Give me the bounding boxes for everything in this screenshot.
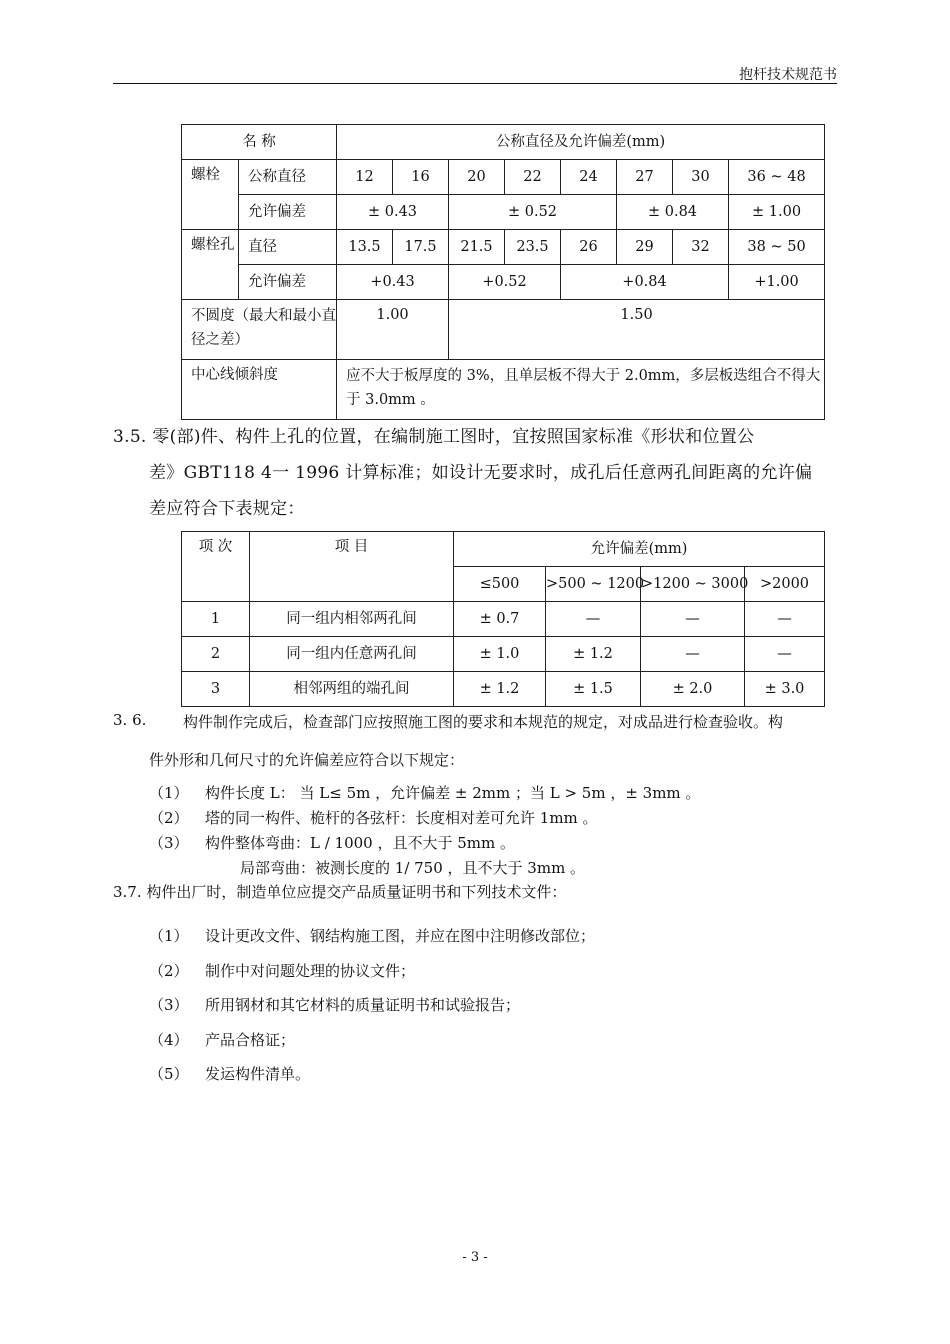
list-num: （2） [149, 962, 189, 980]
row-val: — [745, 602, 825, 637]
bolt-label: 螺栓 [182, 160, 239, 230]
local-bend-text: 局部弯曲：被测长度的 1/ 750 ，且不大于 3mm 。 [240, 859, 586, 877]
table-row [182, 672, 825, 707]
row-val: — [745, 637, 825, 672]
bolt-diam: 27 [617, 160, 673, 195]
section-3-6-num: 3. 6. [113, 711, 147, 729]
list-num: （3） [149, 834, 189, 852]
range-header: >500 ~ 1200 [546, 567, 641, 602]
row-item: 同一组内任意两孔间 [250, 637, 454, 672]
row-no: 1 [182, 602, 250, 637]
list-item: 发运构件清单。 [205, 1065, 311, 1083]
row-val: ± 1.2 [454, 672, 546, 707]
header-title: 抱杆技术规范书 [739, 67, 837, 83]
table1-head-value: 公称直径及允许偏差(mm) [337, 125, 825, 160]
list-num: （4） [149, 1031, 189, 1049]
table1-head-name: 名 称 [182, 125, 337, 160]
bolt-tol: ± 0.43 [337, 195, 449, 230]
roundness-label: 不圆度（最大和最小直径之差） [182, 300, 337, 360]
row-val: ± 1.5 [546, 672, 641, 707]
roundness-value: 1.00 [337, 300, 449, 360]
roundness-value: 1.50 [449, 300, 825, 360]
hole-label: 螺栓孔 [182, 230, 239, 300]
table-row [182, 602, 825, 637]
list-num: （1） [149, 927, 189, 945]
bolt-tol: ± 0.52 [449, 195, 617, 230]
header-rule [113, 83, 837, 84]
hole-tol-label: 允许偏差 [239, 265, 337, 300]
range-header: >1200 ~ 3000 [641, 567, 745, 602]
hole-diam: 23.5 [505, 230, 561, 265]
row-val: — [641, 602, 745, 637]
bolt-tol: ± 1.00 [729, 195, 825, 230]
list-num: （5） [149, 1065, 189, 1083]
bolt-diam: 16 [393, 160, 449, 195]
table2-head-item: 项 目 [250, 532, 454, 602]
hole-diam: 29 [617, 230, 673, 265]
table2-head-no: 项 次 [182, 532, 250, 602]
bolt-diam: 20 [449, 160, 505, 195]
row-val: ± 0.7 [454, 602, 546, 637]
row-val: — [546, 602, 641, 637]
hole-diam-label: 直径 [239, 230, 337, 265]
row-item: 相邻两组的端孔间 [250, 672, 454, 707]
range-header: >2000 [745, 567, 825, 602]
bolt-tol-label: 允许偏差 [239, 195, 337, 230]
row-no: 3 [182, 672, 250, 707]
hole-diam: 17.5 [393, 230, 449, 265]
list-num: （1） [149, 784, 189, 802]
section-3-5-line1: 3.5. 零(部)件、构件上孔的位置，在编制施工图时，宜按照国家标准《形状和位置公 [113, 427, 755, 447]
row-val: ± 1.0 [454, 637, 546, 672]
hole-tol: +0.52 [449, 265, 561, 300]
bolt-diam-label: 公称直径 [239, 160, 337, 195]
range-header: ≤500 [454, 567, 546, 602]
tilt-label: 中心线倾斜度 [182, 360, 337, 420]
hole-distance-table [181, 531, 825, 707]
section-3-5-line3: 差应符合下表规定： [149, 499, 305, 519]
section-3-7-line1: 3.7. 构件出厂时，制造单位应提交产品质量证明书和下列技术文件： [113, 883, 567, 901]
row-no: 2 [182, 637, 250, 672]
bolt-diam: 22 [505, 160, 561, 195]
list-item: 制作中对问题处理的协议文件； [205, 962, 416, 980]
list-num: （2） [149, 809, 189, 827]
table2-head-tol: 允许偏差(mm) [454, 532, 825, 567]
hole-tol: +0.43 [337, 265, 449, 300]
section-3-6-line2: 件外形和几何尺寸的允许偏差应符合以下规定： [149, 751, 465, 769]
section-3-6-line1: 构件制作完成后，检查部门应按照施工图的要求和本规范的规定，对成品进行检查验收。构 [183, 713, 784, 731]
hole-tol: +0.84 [561, 265, 729, 300]
list-item: 所用钢材和其它材料的质量证明书和试验报告； [205, 996, 521, 1014]
list-item: 构件整体弯曲：L / 1000 ，且不大于 5mm 。 [205, 834, 516, 852]
hole-diam: 26 [561, 230, 617, 265]
hole-diam: 32 [673, 230, 729, 265]
bolt-diam: 36 ~ 48 [729, 160, 825, 195]
bolt-diam: 12 [337, 160, 393, 195]
list-item: 构件长度 L： 当 L≤ 5m ，允许偏差 ± 2mm ；当 L > 5m ，± 3mm 。 [205, 784, 701, 802]
list-item: 设计更改文件、钢结构施工图，并应在图中注明修改部位； [205, 927, 596, 945]
row-val: ± 1.2 [546, 637, 641, 672]
section-3-5-line2: 差》GBT118 4一 1996 计算标准；如设计无要求时，成孔后任意两孔间距离的允许偏 [149, 463, 813, 483]
table-row [182, 637, 825, 672]
bolt-tolerance-table [181, 124, 825, 420]
list-num: （3） [149, 996, 189, 1014]
hole-diam: 38 ~ 50 [729, 230, 825, 265]
tilt-text: 应不大于板厚度的 3%，且单层板不得大于 2.0mm，多层板迭组合不得大于 3.0mm 。 [337, 360, 825, 420]
bolt-tol: ± 0.84 [617, 195, 729, 230]
hole-tol: +1.00 [729, 265, 825, 300]
list-item: 产品合格证； [205, 1031, 296, 1049]
row-val: ± 3.0 [745, 672, 825, 707]
bolt-diam: 30 [673, 160, 729, 195]
hole-diam: 21.5 [449, 230, 505, 265]
row-item: 同一组内相邻两孔间 [250, 602, 454, 637]
page-number: - 3 - [462, 1250, 488, 1265]
row-val: — [641, 637, 745, 672]
list-item: 塔的同一构件、桅杆的各弦杆：长度相对差可允许 1mm 。 [205, 809, 598, 827]
hole-diam: 13.5 [337, 230, 393, 265]
row-val: ± 2.0 [641, 672, 745, 707]
bolt-diam: 24 [561, 160, 617, 195]
